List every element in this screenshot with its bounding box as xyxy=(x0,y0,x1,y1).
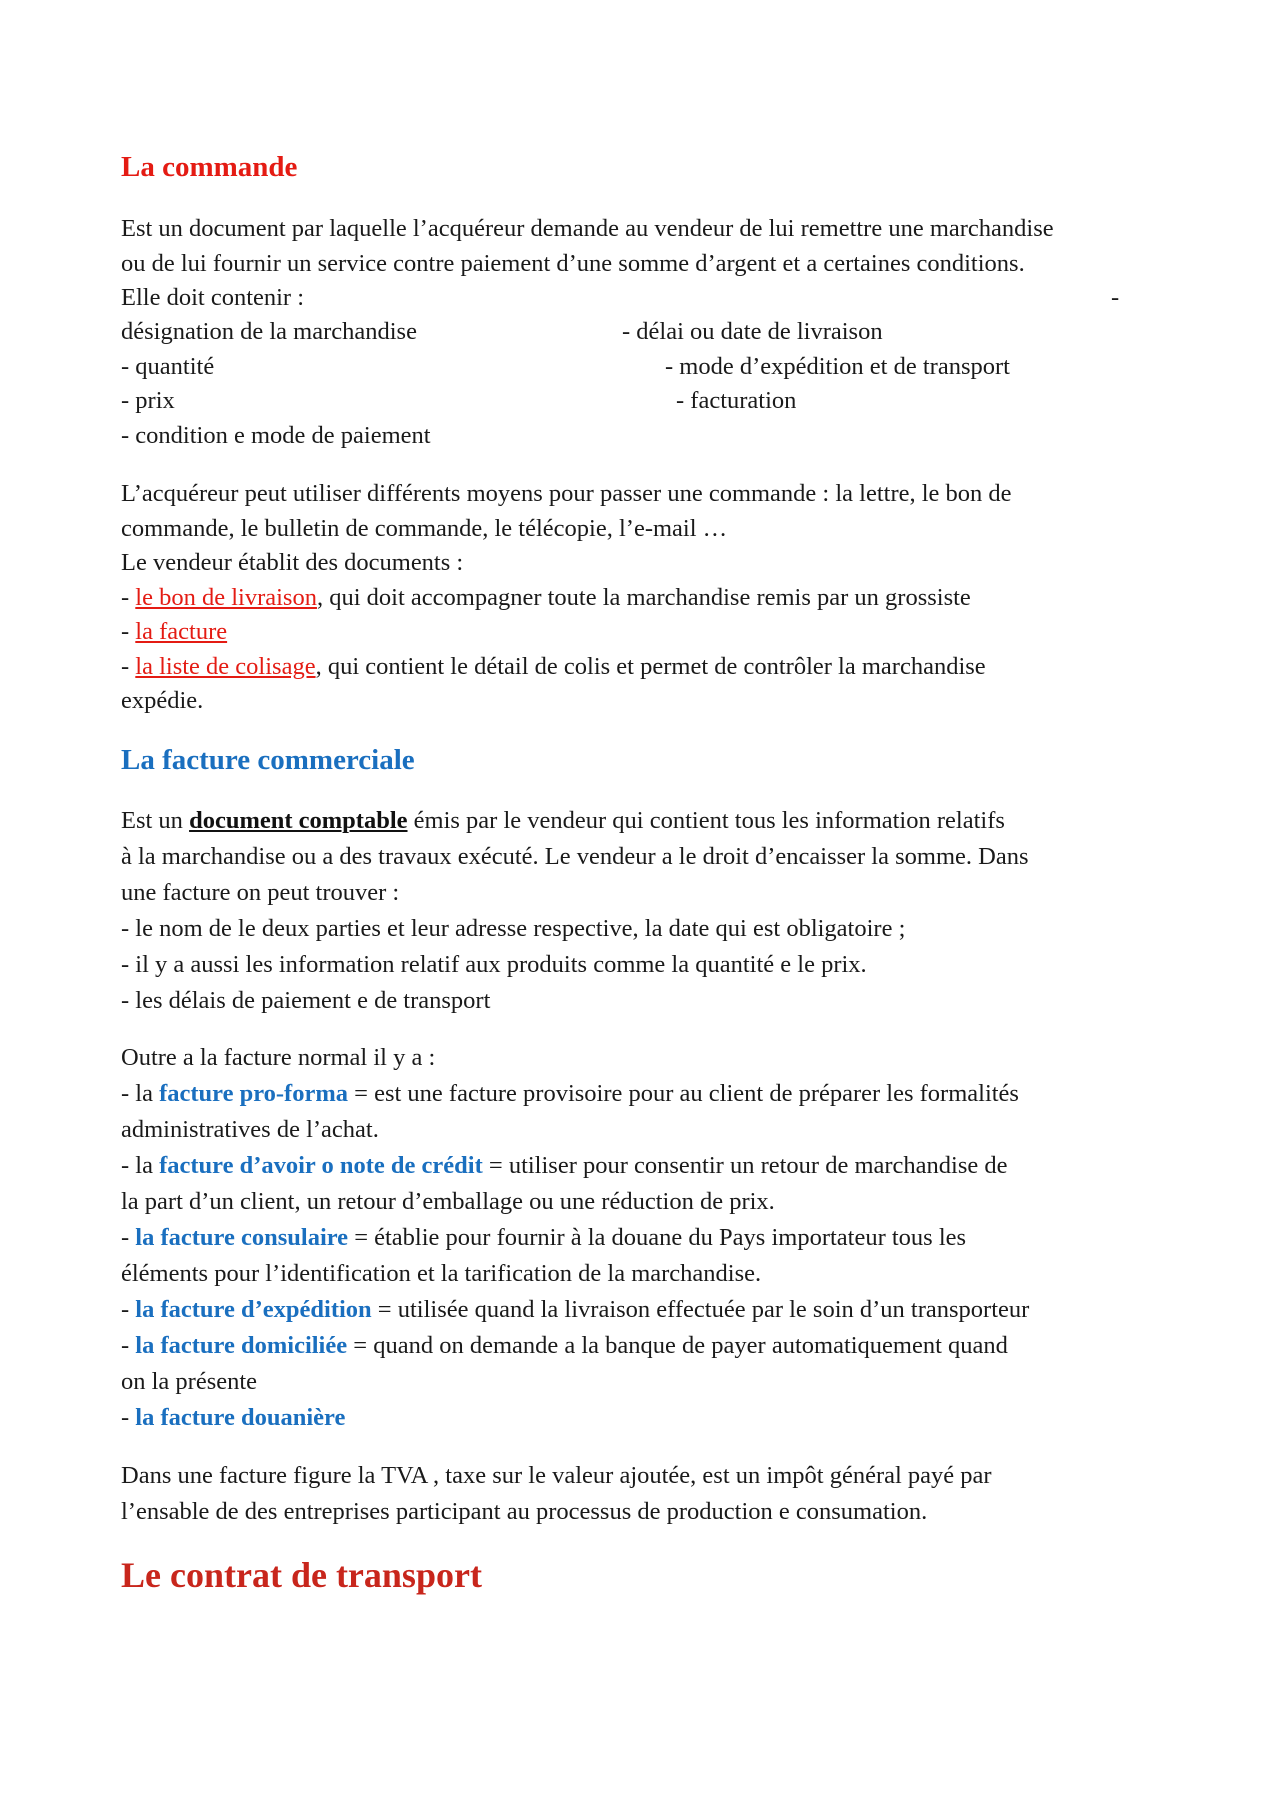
text-line xyxy=(121,803,1170,839)
text-line xyxy=(121,281,1170,316)
text-fragment: émis par le vendeur qui contient tous les information relatifs xyxy=(407,807,1005,834)
link-liste-de-colisage[interactable]: la liste de colisage xyxy=(135,652,316,680)
list-item xyxy=(121,1076,1170,1112)
text-line-content: Elle doit contenir : xyxy=(121,284,305,311)
text-fragment: - la xyxy=(121,1080,160,1107)
facture-types-paragraph xyxy=(121,1040,1170,1436)
list-item xyxy=(121,1220,1170,1256)
list-item xyxy=(121,1148,1170,1184)
text-fragment: = établie pour fournir à la douane du Pays importateur tous les xyxy=(348,1224,967,1251)
list-item: - quantité xyxy=(121,352,215,380)
list-item xyxy=(121,615,1170,650)
list-item-text: , qui contient le détail de colis et permet de contrôler la marchandise xyxy=(315,652,986,680)
text-line: à la marchandise ou a des travaux exécuté. Le vendeur a le droit d’encaisser la somme. Dans xyxy=(121,843,1029,870)
text-fragment: - xyxy=(121,1224,136,1251)
text-line: Dans une facture figure la TVA , taxe sur le valeur ajoutée, est un impôt général payé par xyxy=(121,1462,992,1489)
keyword-document-comptable: document comptable xyxy=(189,807,408,834)
text-fragment: = utilisée quand la livraison effectuée par le soin d’un transporteur xyxy=(371,1296,1030,1323)
text-fragment: = quand on demande a la banque de payer automatiquement quand xyxy=(347,1332,1008,1359)
list-item: - prix xyxy=(121,387,175,414)
link-la-facture[interactable]: la facture xyxy=(135,618,228,645)
list-item-text: , qui doit accompagner toute la marchandise remis par un grossiste xyxy=(316,583,971,611)
list-item: - le nom de le deux parties et leur adresse respective, la date qui est obligatoire ; xyxy=(121,915,906,942)
list-item: - les délais de paiement e de transport xyxy=(121,987,491,1014)
list-item: - condition e mode de paiement xyxy=(121,421,431,449)
term-facture-consulaire: la facture consulaire xyxy=(135,1224,349,1251)
text-line: Outre a la facture normal il y a : xyxy=(121,1044,436,1071)
list-item xyxy=(121,1328,1170,1364)
list-item xyxy=(121,1292,1170,1328)
list-item xyxy=(121,650,1170,685)
text-line: L’acquéreur peut utiliser différents moyens pour passer une commande : la lettre, le bon de xyxy=(121,480,1012,507)
commande-intro-paragraph xyxy=(121,212,1170,316)
text-line: une facture on peut trouver : xyxy=(121,879,400,906)
text-fragment: = utiliser pour consentir un retour de marchandise de xyxy=(482,1152,1008,1179)
text-line: administratives de l’achat. xyxy=(121,1116,379,1143)
tva-paragraph xyxy=(121,1458,1170,1530)
text-line: Le vendeur établit des documents : xyxy=(121,549,464,576)
list-item: désignation de la marchandise xyxy=(121,318,417,345)
heading-le-contrat-de-transport: Le contrat de transport xyxy=(121,1555,482,1595)
list-item: - délai ou date de livraison xyxy=(622,318,883,345)
link-bon-de-livraison[interactable]: le bon de livraison xyxy=(135,583,317,611)
list-item: - facturation xyxy=(676,387,797,414)
text-line: commande, le bulletin de commande, le télécopie, l’e-mail … xyxy=(121,514,728,542)
text-line: l’ensable de des entreprises participant au processus de production e consumation. xyxy=(121,1498,928,1525)
list-dash: - xyxy=(121,583,136,611)
term-facture-douaniere: la facture douanière xyxy=(135,1404,346,1431)
list-item: - mode d’expédition et de transport xyxy=(665,352,1010,380)
list-dash: - xyxy=(121,618,136,645)
term-facture-avoir: facture d’avoir o note de crédit xyxy=(159,1152,483,1179)
term-facture-pro-forma: facture pro-forma xyxy=(159,1080,348,1107)
list-item: - il y a aussi les information relatif aux produits comme la quantité e le prix. xyxy=(121,951,867,978)
heading-la-facture-commerciale: La facture commerciale xyxy=(121,744,415,776)
text-fragment: - la xyxy=(121,1152,160,1179)
text-fragment: - xyxy=(121,1332,136,1359)
stray-dash: - xyxy=(1111,284,1120,311)
text-line: éléments pour l’identification et la tarification de la marchandise. xyxy=(121,1260,762,1287)
text-fragment: = est une facture provisoire pour au client de préparer les formalités xyxy=(348,1080,1019,1107)
text-line: ou de lui fournir un service contre paiement d’une somme d’argent et a certaines conditions. xyxy=(121,249,1025,277)
commande-means-paragraph xyxy=(121,477,1170,719)
text-line: Est un document par laquelle l’acquéreur demande au vendeur de lui remettre une marchandise xyxy=(121,215,1054,242)
text-line: expédie. xyxy=(121,687,204,714)
heading-la-commande: La commande xyxy=(121,151,298,183)
term-facture-expedition: la facture d’expédition xyxy=(135,1296,372,1323)
term-facture-domiciliee: la facture domiciliée xyxy=(135,1332,348,1359)
text-fragment: - xyxy=(121,1296,136,1323)
list-item xyxy=(121,1400,1170,1436)
text-line: on la présente xyxy=(121,1368,258,1395)
list-item xyxy=(121,581,1170,616)
facture-intro-paragraph xyxy=(121,803,1170,1019)
list-dash: - xyxy=(121,652,136,680)
text-line: la part d’un client, un retour d’emballage ou une réduction de prix. xyxy=(121,1188,775,1215)
text-fragment: Est un xyxy=(121,807,190,834)
text-fragment: - xyxy=(121,1404,136,1431)
